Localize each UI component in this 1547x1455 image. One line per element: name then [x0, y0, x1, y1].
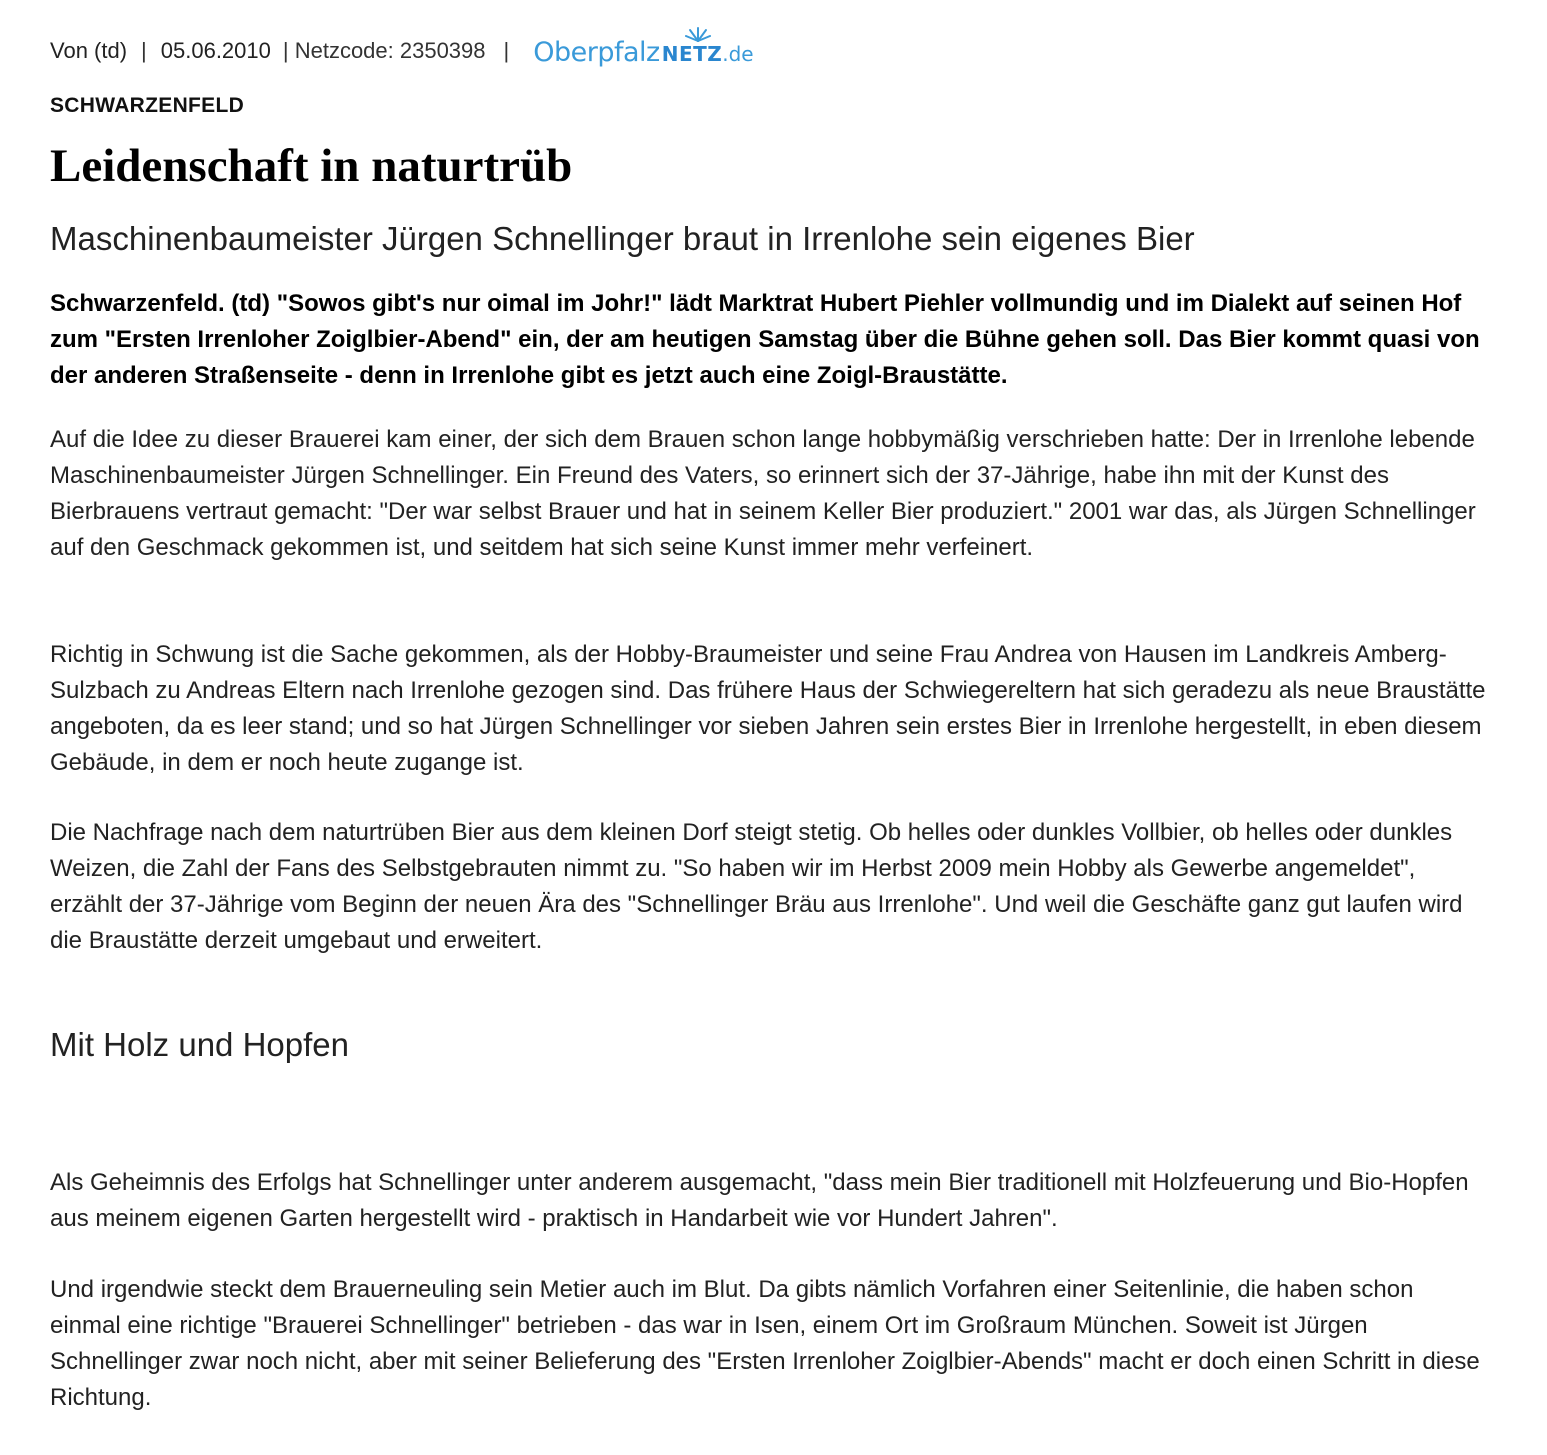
author: Von (td) — [50, 38, 128, 63]
article-rubric: SCHWARZENFELD — [50, 94, 245, 117]
netzcode: | Netzcode: 2350398 — [282, 38, 486, 63]
meta-separator: | — [141, 38, 147, 63]
article-meta — [50, 28, 754, 74]
article-paragraph: Als Geheimnis des Erfolgs hat Schnellinger unter anderem ausgemacht, "dass mein Bier traditionell mit Holzfeuerung und Bio-Hopfen aus meinem eigenen Garten hergestellt wird - praktisch in Handarbeit wie vor Hundert Jahren". — [50, 1169, 1469, 1232]
section-title: Mit Holz und Hopfen — [50, 1026, 349, 1063]
article-lead: Schwarzenfeld. (td) "Sowos gibt's nur oimal im Johr!" lädt Marktrat Hubert Piehler vollmundig und im Dialekt auf seinen Hof zum "Ersten Irrenloher Zoiglbier-Abend" ein, der am heutigen Samstag über die Bühne gehen soll. Das Bier kommt quasi von der anderen Straßenseite - denn in Irrenlohe gibt es jetzt auch eine Zoigl-Braustätte. — [50, 290, 1480, 389]
article-paragraph: Die Nachfrage nach dem naturtrüben Bier aus dem kleinen Dorf steigt stetig. Ob helles oder dunkles Vollbier, ob helles oder dunkles Weizen, die Zahl der Fans des Selbstgebrauten nimmt zu. "So haben wir im Herbst 2009 mein Hobby als Gewerbe angemeldet", erzählt der 37-Jährige vom Beginn der neuen Ära des "Schnellinger Bräu aus Irrenlohe". Und weil die Geschäfte ganz gut laufen wird die Braustätte derzeit umgebaut und erweitert. — [50, 819, 1463, 954]
logo-text-tld: .de — [722, 42, 754, 66]
logo-rays-icon — [685, 25, 711, 43]
article-paragraph: Richtig in Schwung ist die Sache gekommen, als der Hobby-Braumeister und seine Frau Andrea von Hausen im Landkreis Amberg-Sulzbach zu Andreas Eltern nach Irrenlohe gezogen sind. Das frühere Haus der Schwiegereltern hat sich geradezu als neue Braustätte angeboten, da es leer stand; und so hat Jürgen Schnellinger vor sieben Jahren sein erstes Bier in Irrenlohe hergestellt, in eben diesem Gebäude, in dem er noch heute zugange ist. — [50, 641, 1486, 776]
article-headline: Leidenschaft in naturtrüb — [50, 140, 573, 192]
logo-text-main: Oberpfalz — [533, 37, 660, 68]
article-paragraph: Auf die Idee zu dieser Brauerei kam einer, der sich dem Brauen schon lange hobbymäßig verschrieben hatte: Der in Irrenlohe lebende Maschinenbaumeister Jürgen Schnellinger. Ein Freund des Vaters, so erinnert sich der 37-Jährige, habe ihn mit der Kunst des Bierbrauens vertraut gemacht: "Der war selbst Brauer und hat in seinem Keller Bier produziert." 2001 war das, als Jürgen Schnellinger auf den Geschmack gekommen ist, und seitdem hat sich seine Kunst immer mehr verfeinert. — [50, 426, 1476, 561]
article-paragraph: Und irgendwie steckt dem Brauerneuling sein Metier auch im Blut. Da gibts nämlich Vorfahren einer Seitenlinie, die haben schon einmal eine richtige "Brauerei Schnellinger" betrieben - das war in Isen, einem Ort im Großraum München. Soweit ist Jürgen Schnellinger zwar noch nicht, aber mit seiner Belieferung des "Ersten Irrenloher Zoiglbier-Abends" macht er doch einen Schritt in diese Richtung. — [50, 1276, 1480, 1411]
logo-text-netz: NETZ — [661, 42, 723, 66]
meta-separator: | — [503, 38, 510, 63]
oberpfalznetz-logo[interactable] — [533, 31, 753, 71]
article-subheadline: Maschinenbaumeister Jürgen Schnellinger braut in Irrenlohe sein eigenes Bier — [50, 220, 1195, 257]
publish-date: 05.06.2010 — [160, 38, 271, 63]
